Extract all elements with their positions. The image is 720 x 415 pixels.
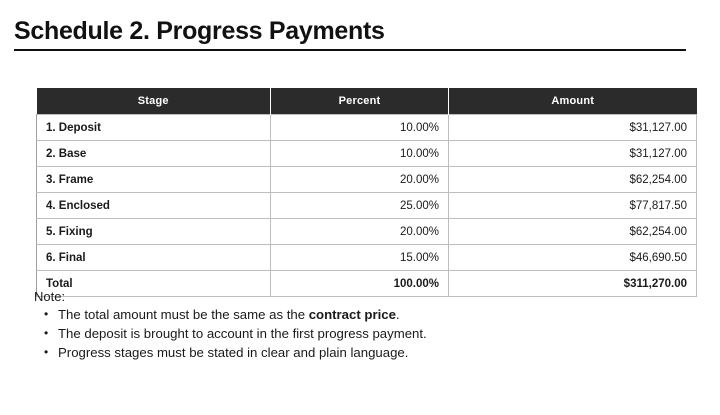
cell-total-percent: 100.00% (271, 271, 449, 297)
note-text-pre: The deposit is brought to account in the first progress payment. (58, 326, 427, 341)
cell-amount: $31,127.00 (449, 141, 697, 167)
list-item (34, 305, 694, 324)
cell-total-amount: $311,270.00 (449, 271, 697, 297)
table-row (37, 219, 697, 245)
cell-percent: 20.00% (271, 167, 449, 193)
cell-stage: 6. Final (37, 245, 271, 271)
page-left-gutter (0, 0, 6, 415)
note-text-pre: Progress stages must be stated in clear and plain language. (58, 345, 409, 360)
title-underline-rule (14, 49, 686, 51)
list-item (34, 343, 694, 362)
notes-block (34, 289, 694, 362)
table-row (37, 245, 697, 271)
column-header-stage: Stage (37, 88, 271, 115)
page-title: Schedule 2. Progress Payments (14, 17, 385, 45)
cell-amount: $62,254.00 (449, 167, 697, 193)
table-row (37, 167, 697, 193)
bullet-icon: • (44, 326, 49, 340)
table-row (37, 115, 697, 141)
table-header (37, 88, 697, 115)
cell-percent: 10.00% (271, 115, 449, 141)
page-bottom-margin (0, 401, 720, 415)
note-text-post: . (395, 307, 400, 322)
cell-percent: 25.00% (271, 193, 449, 219)
cell-amount: $62,254.00 (449, 219, 697, 245)
progress-payments-table-wrapper (36, 88, 696, 297)
progress-payments-table (36, 88, 697, 297)
cell-percent: 20.00% (271, 219, 449, 245)
cell-stage: 4. Enclosed (37, 193, 271, 219)
column-header-percent: Percent (271, 88, 449, 115)
cell-amount: $46,690.50 (449, 245, 697, 271)
bullet-icon: • (44, 307, 49, 321)
title-block (14, 16, 700, 51)
table-row (37, 193, 697, 219)
note-text-pre: The total amount must be the same as the (58, 307, 309, 322)
notes-label: Note: (34, 289, 66, 304)
column-header-amount: Amount (449, 88, 697, 115)
cell-stage: 3. Frame (37, 167, 271, 193)
bullet-icon: • (44, 345, 49, 359)
cell-amount: $31,127.00 (449, 115, 697, 141)
cell-amount: $77,817.50 (449, 193, 697, 219)
notes-list (34, 305, 694, 362)
cell-percent: 10.00% (271, 141, 449, 167)
cell-total-label: Total (37, 271, 271, 297)
cell-stage: 5. Fixing (37, 219, 271, 245)
list-item (34, 324, 694, 343)
cell-stage: 1. Deposit (37, 115, 271, 141)
table-row (37, 141, 697, 167)
table-header-row (37, 88, 697, 115)
note-text-emphasis: contract price (308, 307, 396, 322)
cell-percent: 15.00% (271, 245, 449, 271)
table-body (37, 115, 697, 297)
cell-stage: 2. Base (37, 141, 271, 167)
